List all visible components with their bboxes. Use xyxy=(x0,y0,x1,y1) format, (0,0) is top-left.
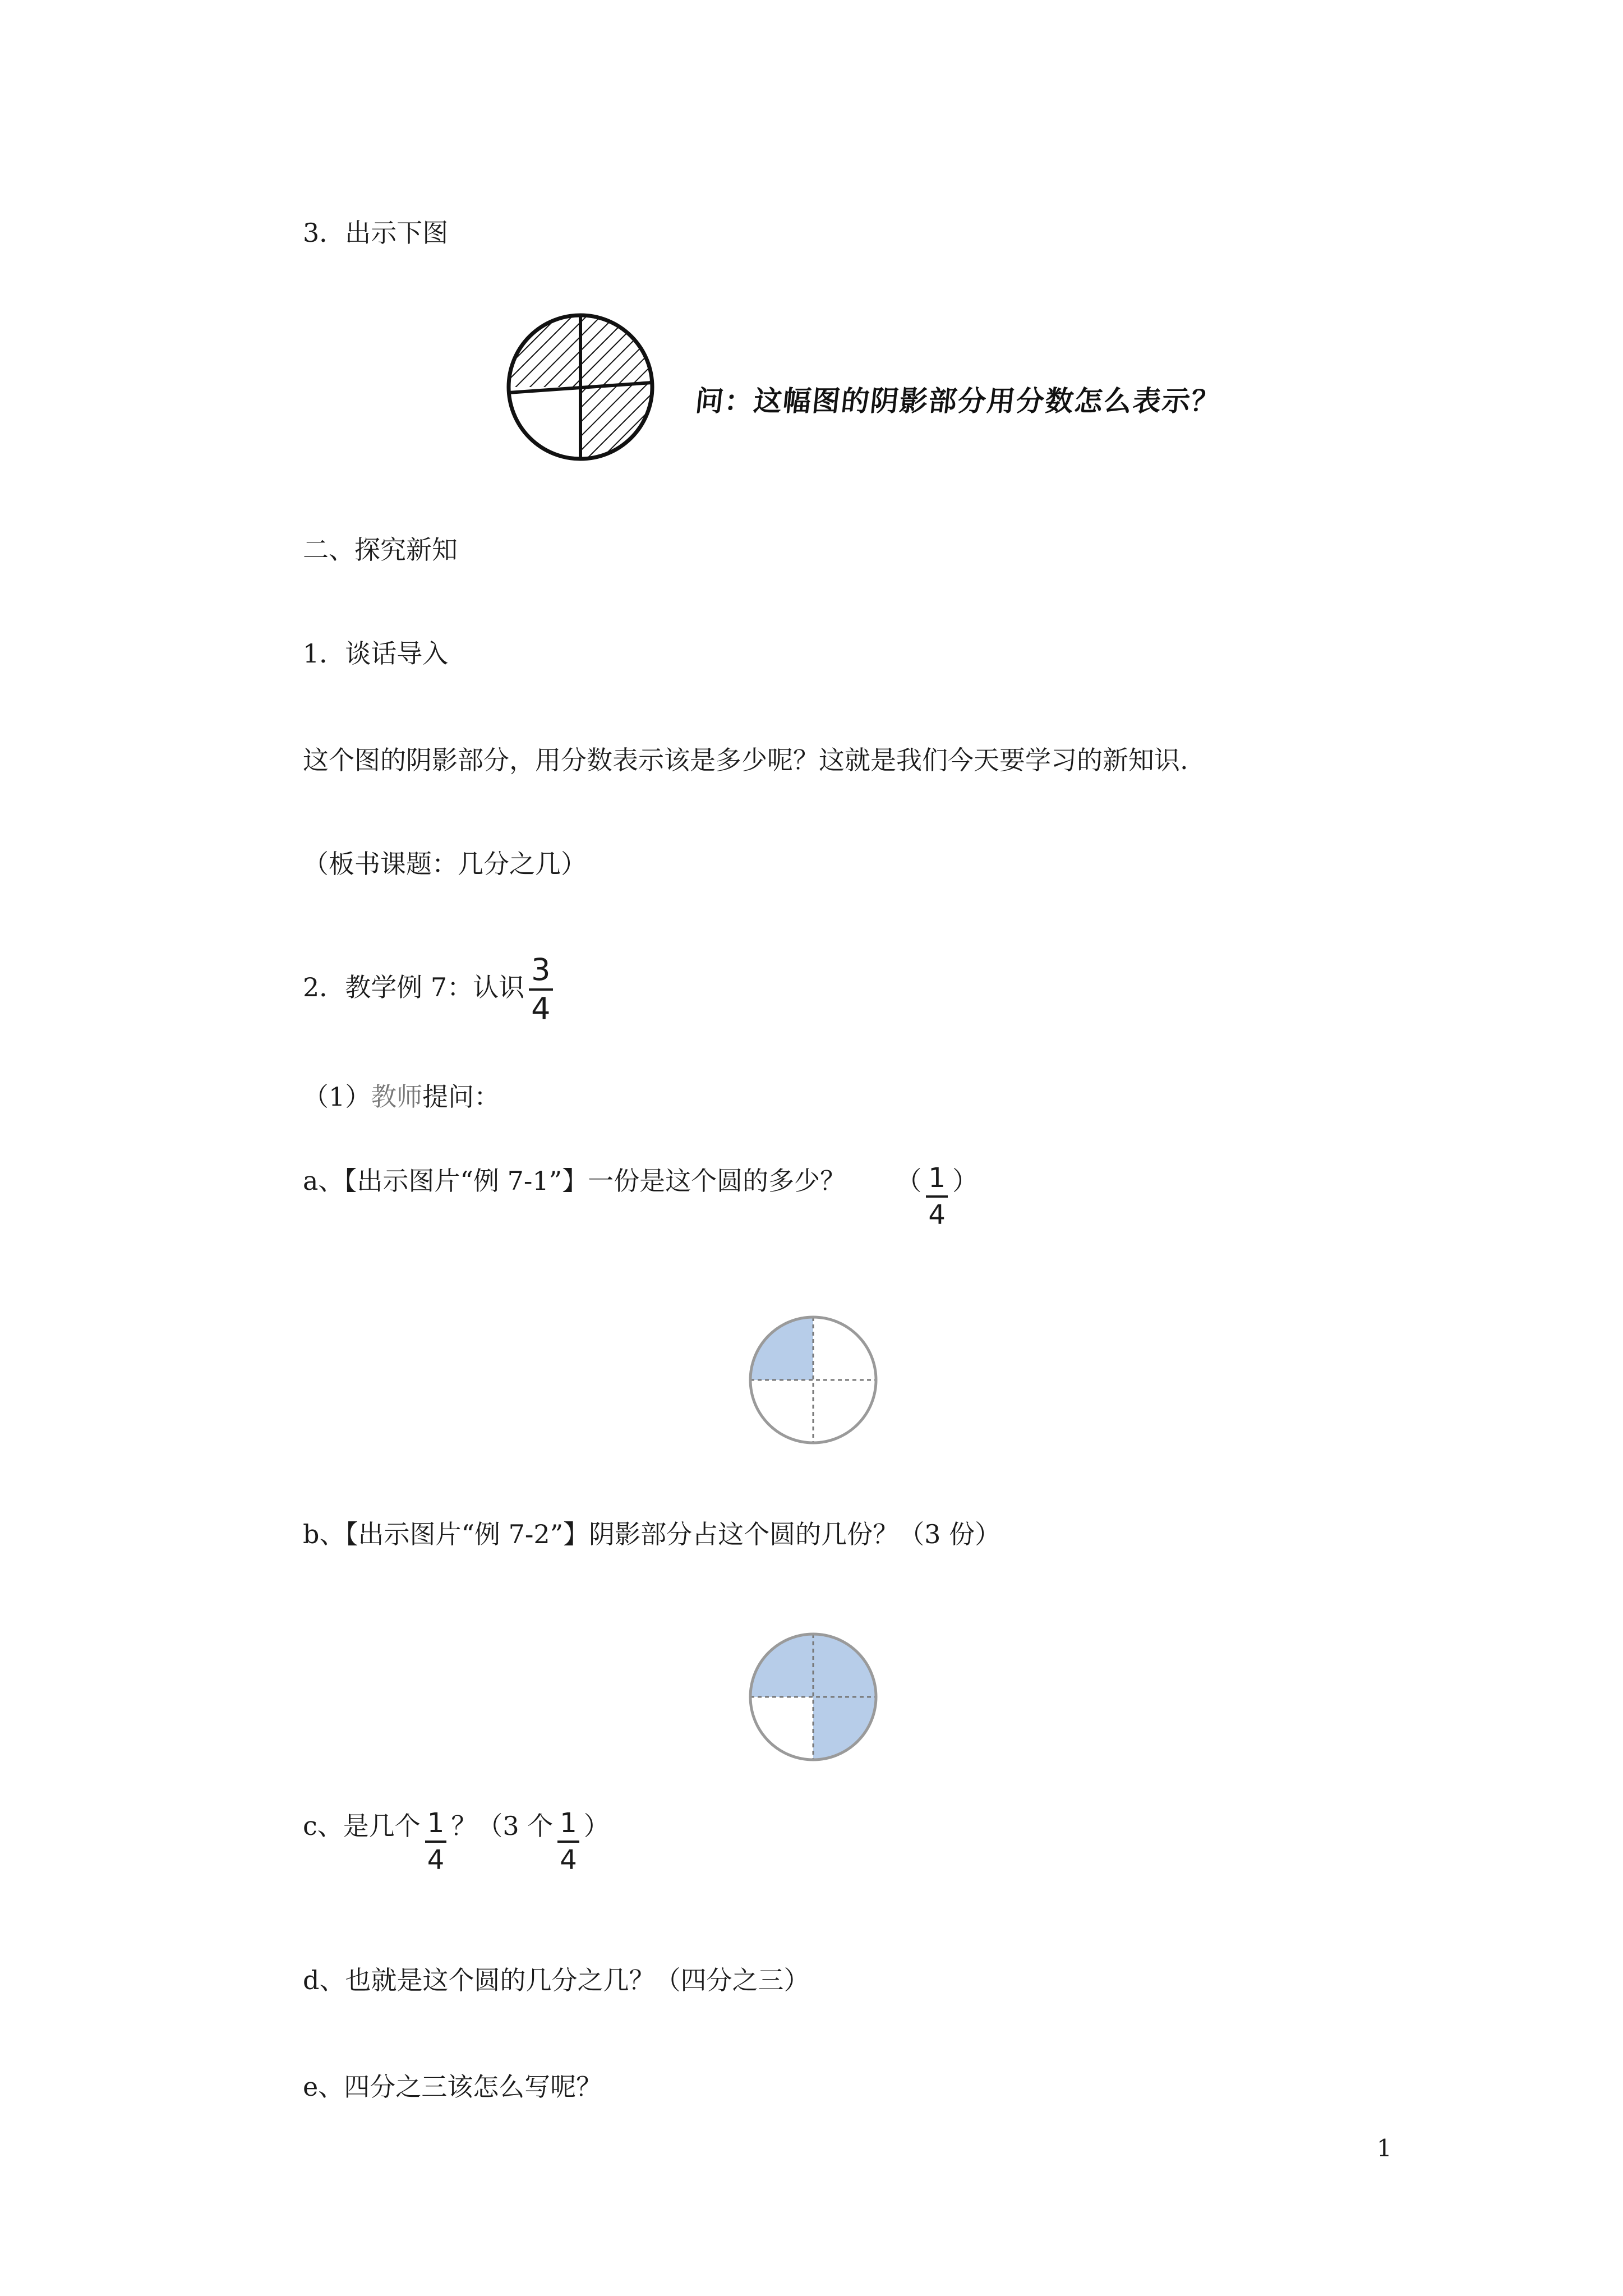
fraction-bar xyxy=(529,988,552,991)
fraction-bar xyxy=(926,1195,948,1198)
question-e: e、四分之三该怎么写呢？ xyxy=(303,2072,602,2102)
hatched-circle-sketch xyxy=(499,303,662,471)
fraction-denominator: 4 xyxy=(427,1844,445,1876)
question-a xyxy=(303,1164,978,1231)
fraction-bar xyxy=(425,1841,447,1843)
paren-close: ） xyxy=(952,1166,978,1196)
question-c-prefix: c、是几个 xyxy=(303,1811,421,1841)
example-7-1-circle-figure xyxy=(743,1310,883,1450)
sub-item-number: （1） xyxy=(303,1082,371,1112)
question-c-mid: ？（3 个 xyxy=(451,1811,554,1841)
paren-open: （ xyxy=(896,1166,922,1196)
fraction-denominator: 4 xyxy=(560,1844,577,1876)
page-number: 1 xyxy=(1377,2134,1392,2162)
item-3-show-figure: 3．出示下图 xyxy=(303,218,449,248)
board-topic: （板书课题：几分之几） xyxy=(303,849,587,879)
fraction-denominator: 4 xyxy=(531,991,551,1027)
fraction-one-quarter-c2 xyxy=(557,1807,579,1876)
example-7-prefix: 2．教学例 7：认识 xyxy=(303,972,525,1002)
question-c xyxy=(303,1809,610,1876)
fraction-numerator: 1 xyxy=(560,1807,577,1839)
sketch-question-text: 问：这幅图的阴影部分用分数怎么表示？ xyxy=(693,385,1223,417)
fraction-bar xyxy=(557,1841,579,1843)
question-c-close: ） xyxy=(583,1811,610,1841)
fraction-three-quarters xyxy=(529,953,552,1027)
item-2-example-7 xyxy=(303,951,557,1027)
fraction-one-quarter-c1 xyxy=(425,1807,447,1876)
fraction-one-quarter-a xyxy=(926,1162,948,1231)
question-b: b、【出示图片“例 7-2”】阴影部分占这个圆的几份？（3 份） xyxy=(303,1519,1001,1549)
item-1-intro: 1．谈话导入 xyxy=(303,638,449,669)
fraction-numerator: 3 xyxy=(531,952,551,987)
question-word: 提问： xyxy=(422,1082,500,1112)
fraction-numerator: 1 xyxy=(427,1807,445,1839)
teacher-word: 教师 xyxy=(371,1082,423,1112)
fraction-numerator: 1 xyxy=(928,1162,946,1194)
intro-paragraph: 这个图的阴影部分，用分数表示该是多少呢？这就是我们今天要学习的新知识. xyxy=(303,745,1188,775)
section-heading-explore: 二、探究新知 xyxy=(303,535,458,565)
sub-item-1-teacher-question xyxy=(303,1080,500,1114)
question-a-text: a、【出示图片“例 7-1”】一份是这个圆的多少？ xyxy=(303,1166,846,1196)
question-d: d、也就是这个圆的几分之几？（四分之三） xyxy=(303,1965,810,1995)
example-7-2-circle-figure xyxy=(743,1627,883,1767)
fraction-denominator: 4 xyxy=(928,1199,946,1231)
